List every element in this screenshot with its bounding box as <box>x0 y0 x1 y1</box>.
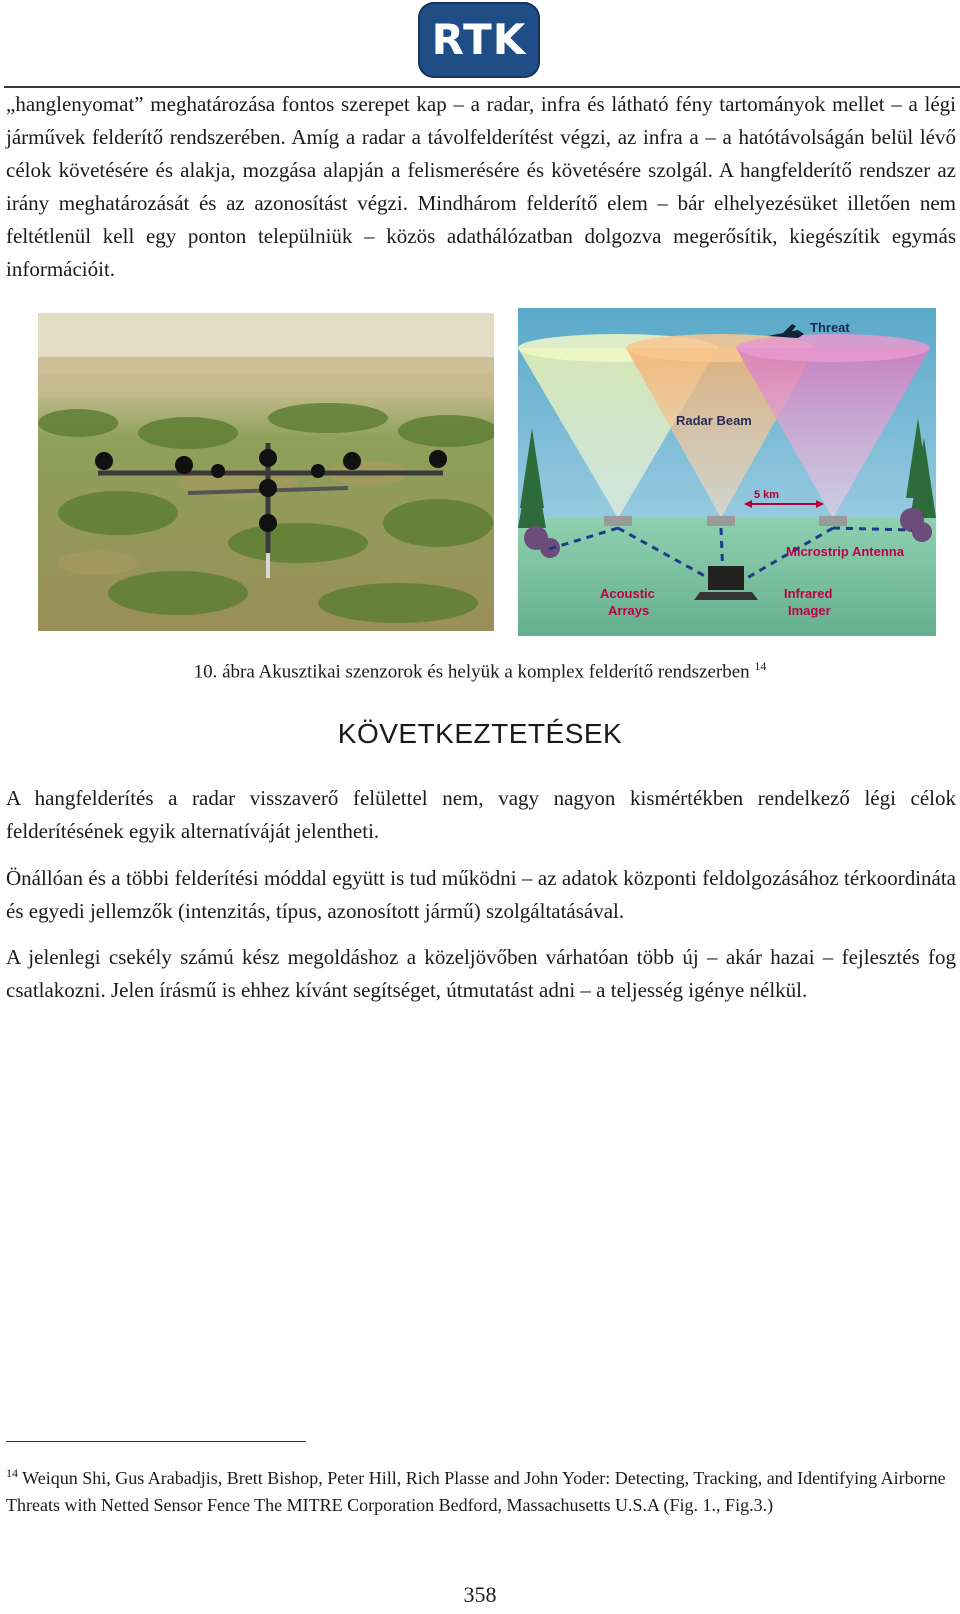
footnote-number: 14 <box>6 1466 18 1480</box>
conclusion-paragraph-2: Önállóan és a többi felderítési móddal együtt is tud működni – az adatok központi feldolgozásához térkoordináta és egyedi jellemzők (intenzitás, típus, azonosított jármű) szolgáltatásával. <box>6 866 956 923</box>
label-threat: Threat <box>810 320 850 335</box>
label-acoustic-2: Arrays <box>608 603 650 618</box>
label-infrared-2: Imager <box>788 603 831 618</box>
sensor-fence-diagram <box>518 308 936 636</box>
figure-caption <box>0 654 960 684</box>
label-distance: 5 km <box>754 489 780 501</box>
footnote-text: Weiqun Shi, Gus Arabadjis, Brett Bishop, Peter Hill, Rich Plasse and John Yoder: Detecting, Tracking, and Identifying Airborne Threats with Netted Sensor Fence The MITRE Corporation Bedford, Massachusetts U.S.A (Fig. 1., Fig.3.) <box>6 1468 946 1515</box>
rtk-logo <box>418 2 540 78</box>
page-number: 358 <box>463 1582 497 1607</box>
acoustic-array-photo <box>38 313 494 631</box>
caption-text: 10. ábra Akusztikai szenzorok és helyük a komplex felderítő rendszerben <box>193 661 750 683</box>
label-infrared-1: Infrared <box>784 586 833 601</box>
footnote-rule <box>6 1441 306 1442</box>
label-acoustic-1: Acoustic <box>600 586 655 601</box>
label-microstrip: Microstrip Antenna <box>786 544 904 559</box>
caption-footnote-ref: 14 <box>754 659 767 673</box>
page-header <box>0 0 960 90</box>
footnote <box>6 1460 951 1519</box>
section-title: KÖVETKEZTETÉSEK <box>337 718 623 749</box>
intro-paragraph: „hanglenyomat” meghatározása fontos szerepet kap – a radar, infra és látható fény tartományok mellet – a légi járművek felderítő rendszerében. Amíg a radar a távolfelderítést végzi, az infra a – a hatótávolságán belül lévő célok követésére és alakja, mozgása alapján a felismerésére és követésére szolgál. A hangfelderítő rendszer az irány meghatározását és az azonosítást végzi. Mindhárom felderítő elem – bár elhelyezésüket illetően nem feltétlenül kell egy ponton települniük – közös adathálózatban dolgozva megerősítik, kiegészítik egymás információit. <box>6 92 956 281</box>
logo-text: RTK <box>431 15 527 64</box>
label-radar-beam: Radar Beam <box>676 413 752 428</box>
conclusion-paragraph-3: A jelenlegi csekély számú kész megoldáshoz a közeljövőben várhatóan több új – akár hazai – fejlesztés fog csatlakozni. Jelen írásmű is ehhez kívánt segítséget, útmutatást adni – a teljesség igénye nélkül. <box>6 945 956 1002</box>
conclusion-paragraph-1: A hangfelderítés a radar visszaverő felülettel nem, vagy nagyon kismértékben rendelkező légi célok felderítésének egyik alternatíváját jelentheti. <box>6 786 956 843</box>
